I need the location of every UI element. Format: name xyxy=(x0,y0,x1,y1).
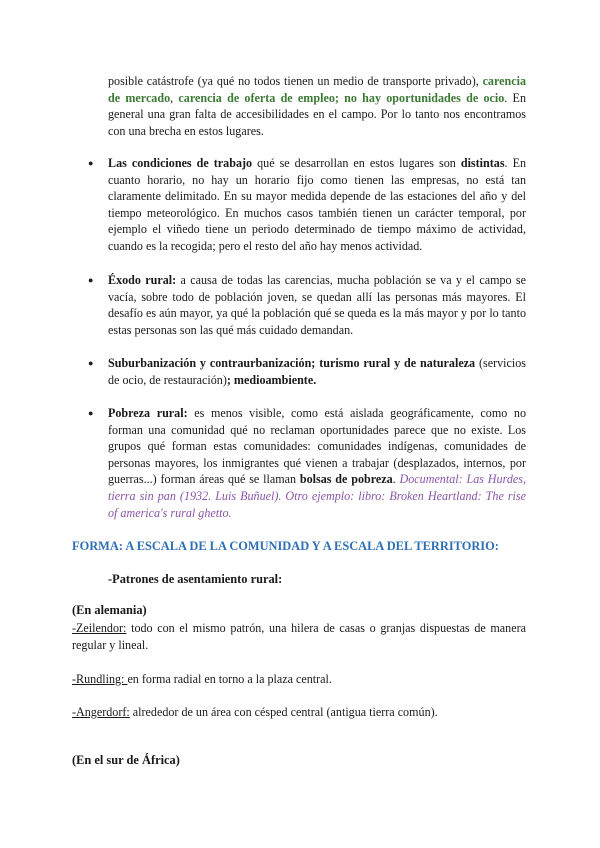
bullet-pobreza-rural xyxy=(108,405,526,521)
highlight-carencia-empleo: carencia de oferta de empleo xyxy=(178,90,335,105)
section-heading: FORMA: A ESCALA DE LA COMUNIDAD Y A ESCALA DEL TERRITORIO: xyxy=(72,539,499,553)
rundling-item xyxy=(72,671,526,688)
highlight-carencia-mercado: carencia de mercado xyxy=(108,74,526,105)
bullet-icon: ● xyxy=(88,408,94,418)
documentary-reference: Documental: Las Hurdes, tierra sin pan (1932. Luis Buñuel). Otro ejemplo: libro: Broken Heartland: The rise of america's rural ghetto. xyxy=(108,472,526,520)
definition: alrededor de un área con césped central (antigua tierra común). xyxy=(129,705,438,719)
bullet-icon: ● xyxy=(88,158,94,168)
bullet-text: (servicios de ocio, de restauración) xyxy=(108,356,527,387)
germany-title: (En alemania) xyxy=(72,603,147,617)
definition: todo con el mismo patrón, una hilera de casas o granjas dispuestas de manera regular y lineal. xyxy=(72,621,526,652)
bullet-bold: distintas xyxy=(460,156,505,170)
separator: , xyxy=(170,90,179,105)
africa-title: (En el sur de África) xyxy=(72,753,180,767)
definition: en forma radial en torno a la plaza central. xyxy=(127,672,332,686)
bullet-title: Suburbanización y contraurbanización; turismo rural y de naturaleza xyxy=(108,356,476,370)
bullet-text: qué se desarrollan en estos lugares son xyxy=(252,156,461,170)
bullet-title: Pobreza rural: xyxy=(108,406,188,420)
bullet-icon: ● xyxy=(88,358,94,368)
bullet-text: . En cuanto horario, no hay un horario fijo como tienen las empresas, no está tan claramente delimitado. En su mayor medida depende de las estaciones del año y del tiempo meteorológico. En muchos casos también tienen un carácter temporal, por ejemplo el viñedo tiene un periodo determinado de tiempo máximo de actividad, cuando es la recogida; pero el resto del año hay menos actividad. xyxy=(108,156,527,253)
bullet-icon: ● xyxy=(88,275,94,285)
intro-text-end: . En general una gran falta de accesibilidades en el campo. Por lo tanto nos encontramos con una brecha en estos lugares. xyxy=(108,90,526,138)
bullet-bold: bolsas de pobreza xyxy=(299,472,393,487)
bullet-title: Éxodo rural: xyxy=(108,273,177,287)
term: -Zeilendor: xyxy=(72,621,127,635)
bullet-suburbanizacion xyxy=(108,355,526,388)
bullet-text: es menos visible, como está aislada geográficamente, como no forman una comunidad qué no reclaman oportunidades parece que no existe. Los grupos qué forman estas comunidades: comunidades indígenas, comunidades de personas mayores, los inmigrantes qué vienen a trabajar (desplazados, internos, por guerras...) forman áreas qué se llaman xyxy=(108,406,526,487)
separator: ; xyxy=(334,90,345,105)
intro-text: posible catástrofe (ya qué no todos tienen un medio de transporte privado), xyxy=(108,74,483,88)
bullet-bold: ; medioambiente. xyxy=(226,372,317,387)
intro-paragraph xyxy=(108,73,526,139)
bullet-condiciones-trabajo xyxy=(108,155,526,255)
bullet-text: a causa de todas las carencias, mucha población se va y el campo se vacía, sobre todo de población joven, se quedan allí las personas más mayores. El desafío es aún mayor, ya qué la población qué se queda es la más mayor y por lo tanto estas personas son las qué más cuidado demandan. xyxy=(108,273,526,337)
zeilendor-item xyxy=(72,620,526,653)
term: -Rundling: xyxy=(72,672,128,686)
bullet-title: Las condiciones de trabajo xyxy=(108,156,253,170)
subheading: -Patrones de asentamiento rural: xyxy=(108,572,283,586)
highlight-no-ocio: no hay oportunidades de ocio xyxy=(344,90,505,105)
term: -Angerdorf: xyxy=(72,705,130,719)
bullet-text: . xyxy=(392,472,400,487)
angerdorf-item xyxy=(72,704,526,721)
bullet-exodo-rural xyxy=(108,272,526,338)
